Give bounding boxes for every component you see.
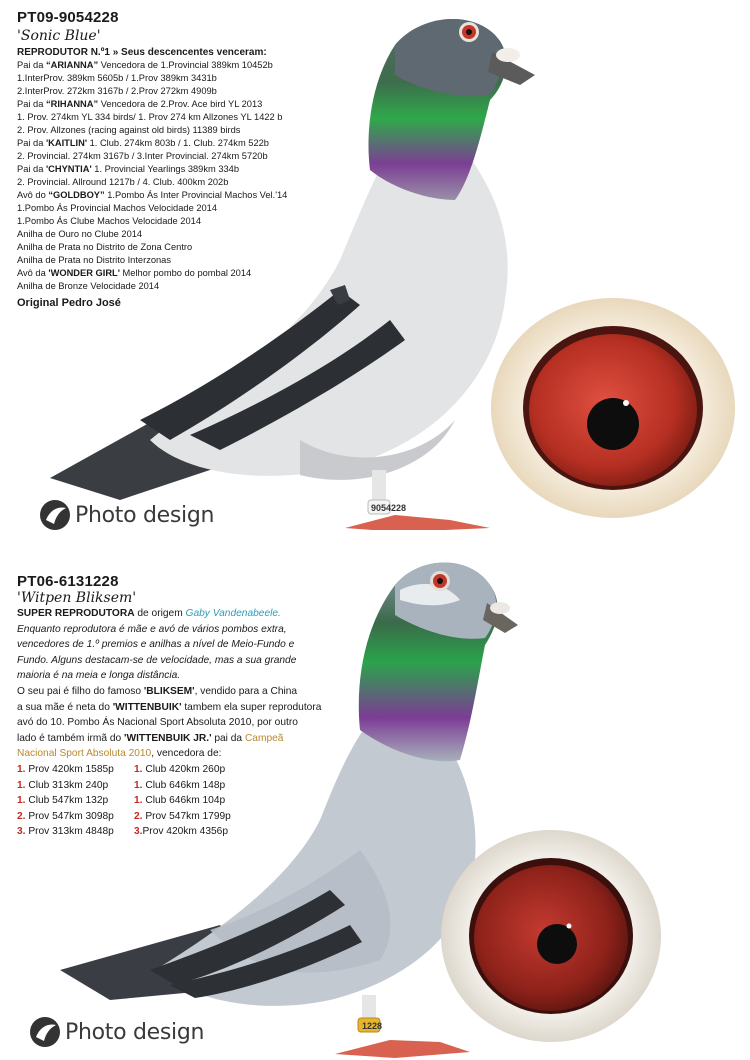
result-line: Anilha de Bronze Velocidade 2014 [17, 281, 160, 291]
result-row: 1. Club 313km 240p 1. Club 646km 148p [17, 779, 226, 791]
heading: REPRODUTOR N.º1 » Seus descencentes venceram: [17, 47, 267, 58]
result-line: 2.InterProv. 272km 3167b / 2.Prov 272km 4909b [17, 86, 217, 96]
sister-line: lado é também irmã do 'WITTENBUIK JR.' pai da Campeã [17, 732, 284, 744]
description [17, 622, 321, 684]
eye-closeup-2 [441, 830, 661, 1042]
result-line: Avô do “GOLDBOY” 1.Pombo Ás Inter Provincial Machos Vel.'14 [17, 190, 288, 200]
result-line: 1.Pombo Ás Clube Machos Velocidade 2014 [17, 216, 201, 226]
pigeon-2-info [17, 573, 321, 840]
result-line: 2. Provincial. 274km 3167b / 3.Inter Provincial. 274km 5720b [17, 151, 268, 161]
leg-band-2: 1228 [362, 1021, 383, 1031]
pigeon-1-info [17, 9, 287, 309]
ring-number: PT09-9054228 [17, 9, 119, 26]
result-line: 1.InterProv. 389km 5605b / 1.Prov 389km 3431b [17, 73, 217, 83]
description-line: maioria é na meia e longa distância. [17, 670, 181, 682]
result-line: 2. Prov. Allzones (racing against old birds) 11389 birds [17, 125, 241, 135]
feet [335, 1040, 470, 1058]
result-row: 3. Prov 313km 4848p 3.Prov 420km 4356p [17, 826, 229, 838]
pigeon-name: 'Sonic Blue' [17, 28, 101, 44]
result-line: Pai da 'KAITLIN' 1. Club. 274km 803b / 1. Club. 274km 522b [17, 138, 269, 148]
result-line: 1. Prov. 274km YL 334 birds/ 1. Prov 274 km Allzones YL 1422 b [17, 112, 283, 122]
bird-logo-icon [28, 1015, 62, 1049]
result-row: 1. Club 547km 132p 1. Club 646km 104p [17, 795, 226, 807]
national-line: Nacional Sport Absoluta 2010, vencedora de: [17, 748, 222, 760]
logo-text: Photo design [65, 1019, 205, 1045]
photo-design-logo [38, 498, 214, 532]
pigeon-name: 'Witpen Bliksem' [17, 590, 137, 606]
intro-line [17, 606, 321, 622]
photo-design-logo [28, 1015, 204, 1049]
result-line: Anilha de Ouro no Clube 2014 [17, 229, 143, 239]
result-line: Pai da “RIHANNA” Vencedora de 2.Prov. Ace bird YL 2013 [17, 99, 263, 109]
eye-closeup-1 [491, 298, 735, 518]
father-line: O seu pai é filho do famoso 'BLIKSEM', vendido para a China [17, 685, 298, 697]
origin-label: de origem [134, 608, 186, 619]
description-line: Fundo. Alguns destacam-se de velocidade, mas a sua grande [17, 654, 297, 666]
super-reprodutora: SUPER REPRODUTORA [17, 608, 135, 619]
pigeon-section-2 [0, 530, 750, 1060]
result-line: 2. Provincial. Allround 1217b / 4. Club. 400km 202b [17, 177, 229, 187]
origin-name: Gaby Vandenabeele. [185, 608, 281, 619]
result-line: Avô da 'WONDER GIRL' Melhor pombo do pombal 2014 [17, 268, 252, 278]
mother-line: a sua mãe é neta do 'WITTENBUIK' tambem ela super reprodutora [17, 701, 322, 713]
result-line: 1.Pombo Ás Provincial Machos Velocidade 2014 [17, 203, 218, 213]
feet [345, 515, 490, 530]
results-table [17, 762, 321, 840]
bird-logo-icon [38, 498, 72, 532]
result-line: Anilha de Prata no Distrito de Zona Centro [17, 242, 193, 252]
original-breeder: Original Pedro José [17, 297, 121, 309]
result-line: Anilha de Prata no Distrito Interzonas [17, 255, 171, 265]
logo-text: Photo design [75, 502, 215, 528]
avo-line: avó do 10. Pombo Ás Nacional Sport Absoluta 2010, por outro [17, 717, 298, 729]
result-row: 1. Prov 420km 1585p 1. Club 420km 260p [17, 763, 226, 775]
description-line: Enquanto reprodutora é mãe e avó de vários pombos extra, [17, 623, 287, 635]
ring-number: PT06-6131228 [17, 573, 119, 590]
result-row: 2. Prov 547km 3098p 2. Prov 547km 1799p [17, 810, 231, 822]
result-line: Pai da 'CHYNTIA' 1. Provincial Yearlings 389km 334b [17, 164, 239, 174]
results-list [17, 59, 287, 293]
result-line: Pai da “ARIANNA” Vencedora de 1.Provincial 389km 10452b [17, 60, 273, 70]
leg-band-1: 9054228 [371, 503, 407, 513]
description-line: vencedores de 1.º premios e anilhas a nível de Meio-Fundo e [17, 639, 295, 651]
